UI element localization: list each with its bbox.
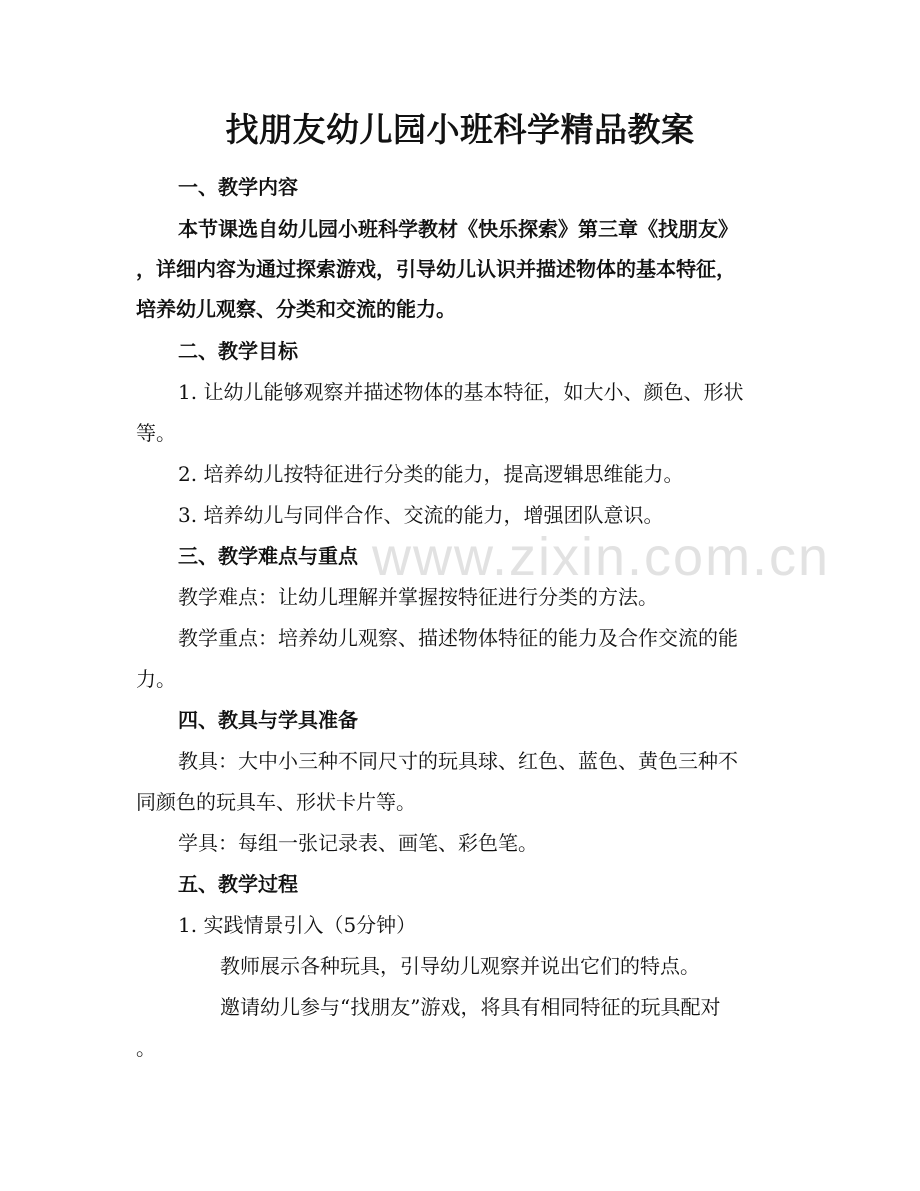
list-item: 2. 培养幼儿按特征进行分类的能力，提高逻辑思维能力。 bbox=[178, 462, 684, 486]
section-heading-materials: 四、教具与学具准备 bbox=[178, 708, 358, 732]
paragraph-line: 教学难点：让幼儿理解并掌握按特征进行分类的方法。 bbox=[178, 585, 658, 609]
paragraph-line: 力。 bbox=[136, 667, 176, 691]
paragraph-line: 本节课选自幼儿园小班科学教材《快乐探索》第三章《找朋友》 bbox=[178, 217, 738, 241]
watermark: www.zixin.com.cn bbox=[372, 527, 831, 587]
paragraph-line: 学具：每组一张记录表、画笔、彩色笔。 bbox=[178, 831, 538, 855]
list-item: 1. 实践情景引入（5分钟） bbox=[178, 913, 417, 937]
list-item: 3. 培养幼儿与同伴合作、交流的能力，增强团队意识。 bbox=[178, 503, 664, 527]
paragraph-line: 培养幼儿观察、分类和交流的能力。 bbox=[136, 297, 456, 321]
section-heading-difficulties: 三、教学难点与重点 bbox=[178, 544, 358, 568]
paragraph-line: 教学重点：培养幼儿观察、描述物体特征的能力及合作交流的能 bbox=[178, 626, 738, 650]
paragraph-line: 。 bbox=[136, 1036, 156, 1060]
paragraph-line: 同颜色的玩具车、形状卡片等。 bbox=[136, 790, 416, 814]
paragraph-line: 教具：大中小三种不同尺寸的玩具球、红色、蓝色、黄色三种不 bbox=[178, 749, 738, 773]
paragraph-line: 邀请幼儿参与“找朋友”游戏，将具有相同特征的玩具配对 bbox=[220, 995, 721, 1019]
list-item-continuation: 等。 bbox=[136, 421, 176, 445]
section-heading-process: 五、教学过程 bbox=[178, 872, 298, 896]
section-heading-objectives: 二、教学目标 bbox=[178, 339, 298, 363]
list-item: 1. 让幼儿能够观察并描述物体的基本特征，如大小、颜色、形状 bbox=[178, 380, 744, 404]
paragraph-line: 教师展示各种玩具，引导幼儿观察并说出它们的特点。 bbox=[220, 954, 700, 978]
paragraph-line: ，详细内容为通过探索游戏，引导幼儿认识并描述物体的基本特征， bbox=[136, 257, 736, 281]
document-title: 找朋友幼儿园小班科学精品教案 bbox=[225, 110, 695, 149]
section-heading-content: 一、教学内容 bbox=[178, 175, 298, 199]
